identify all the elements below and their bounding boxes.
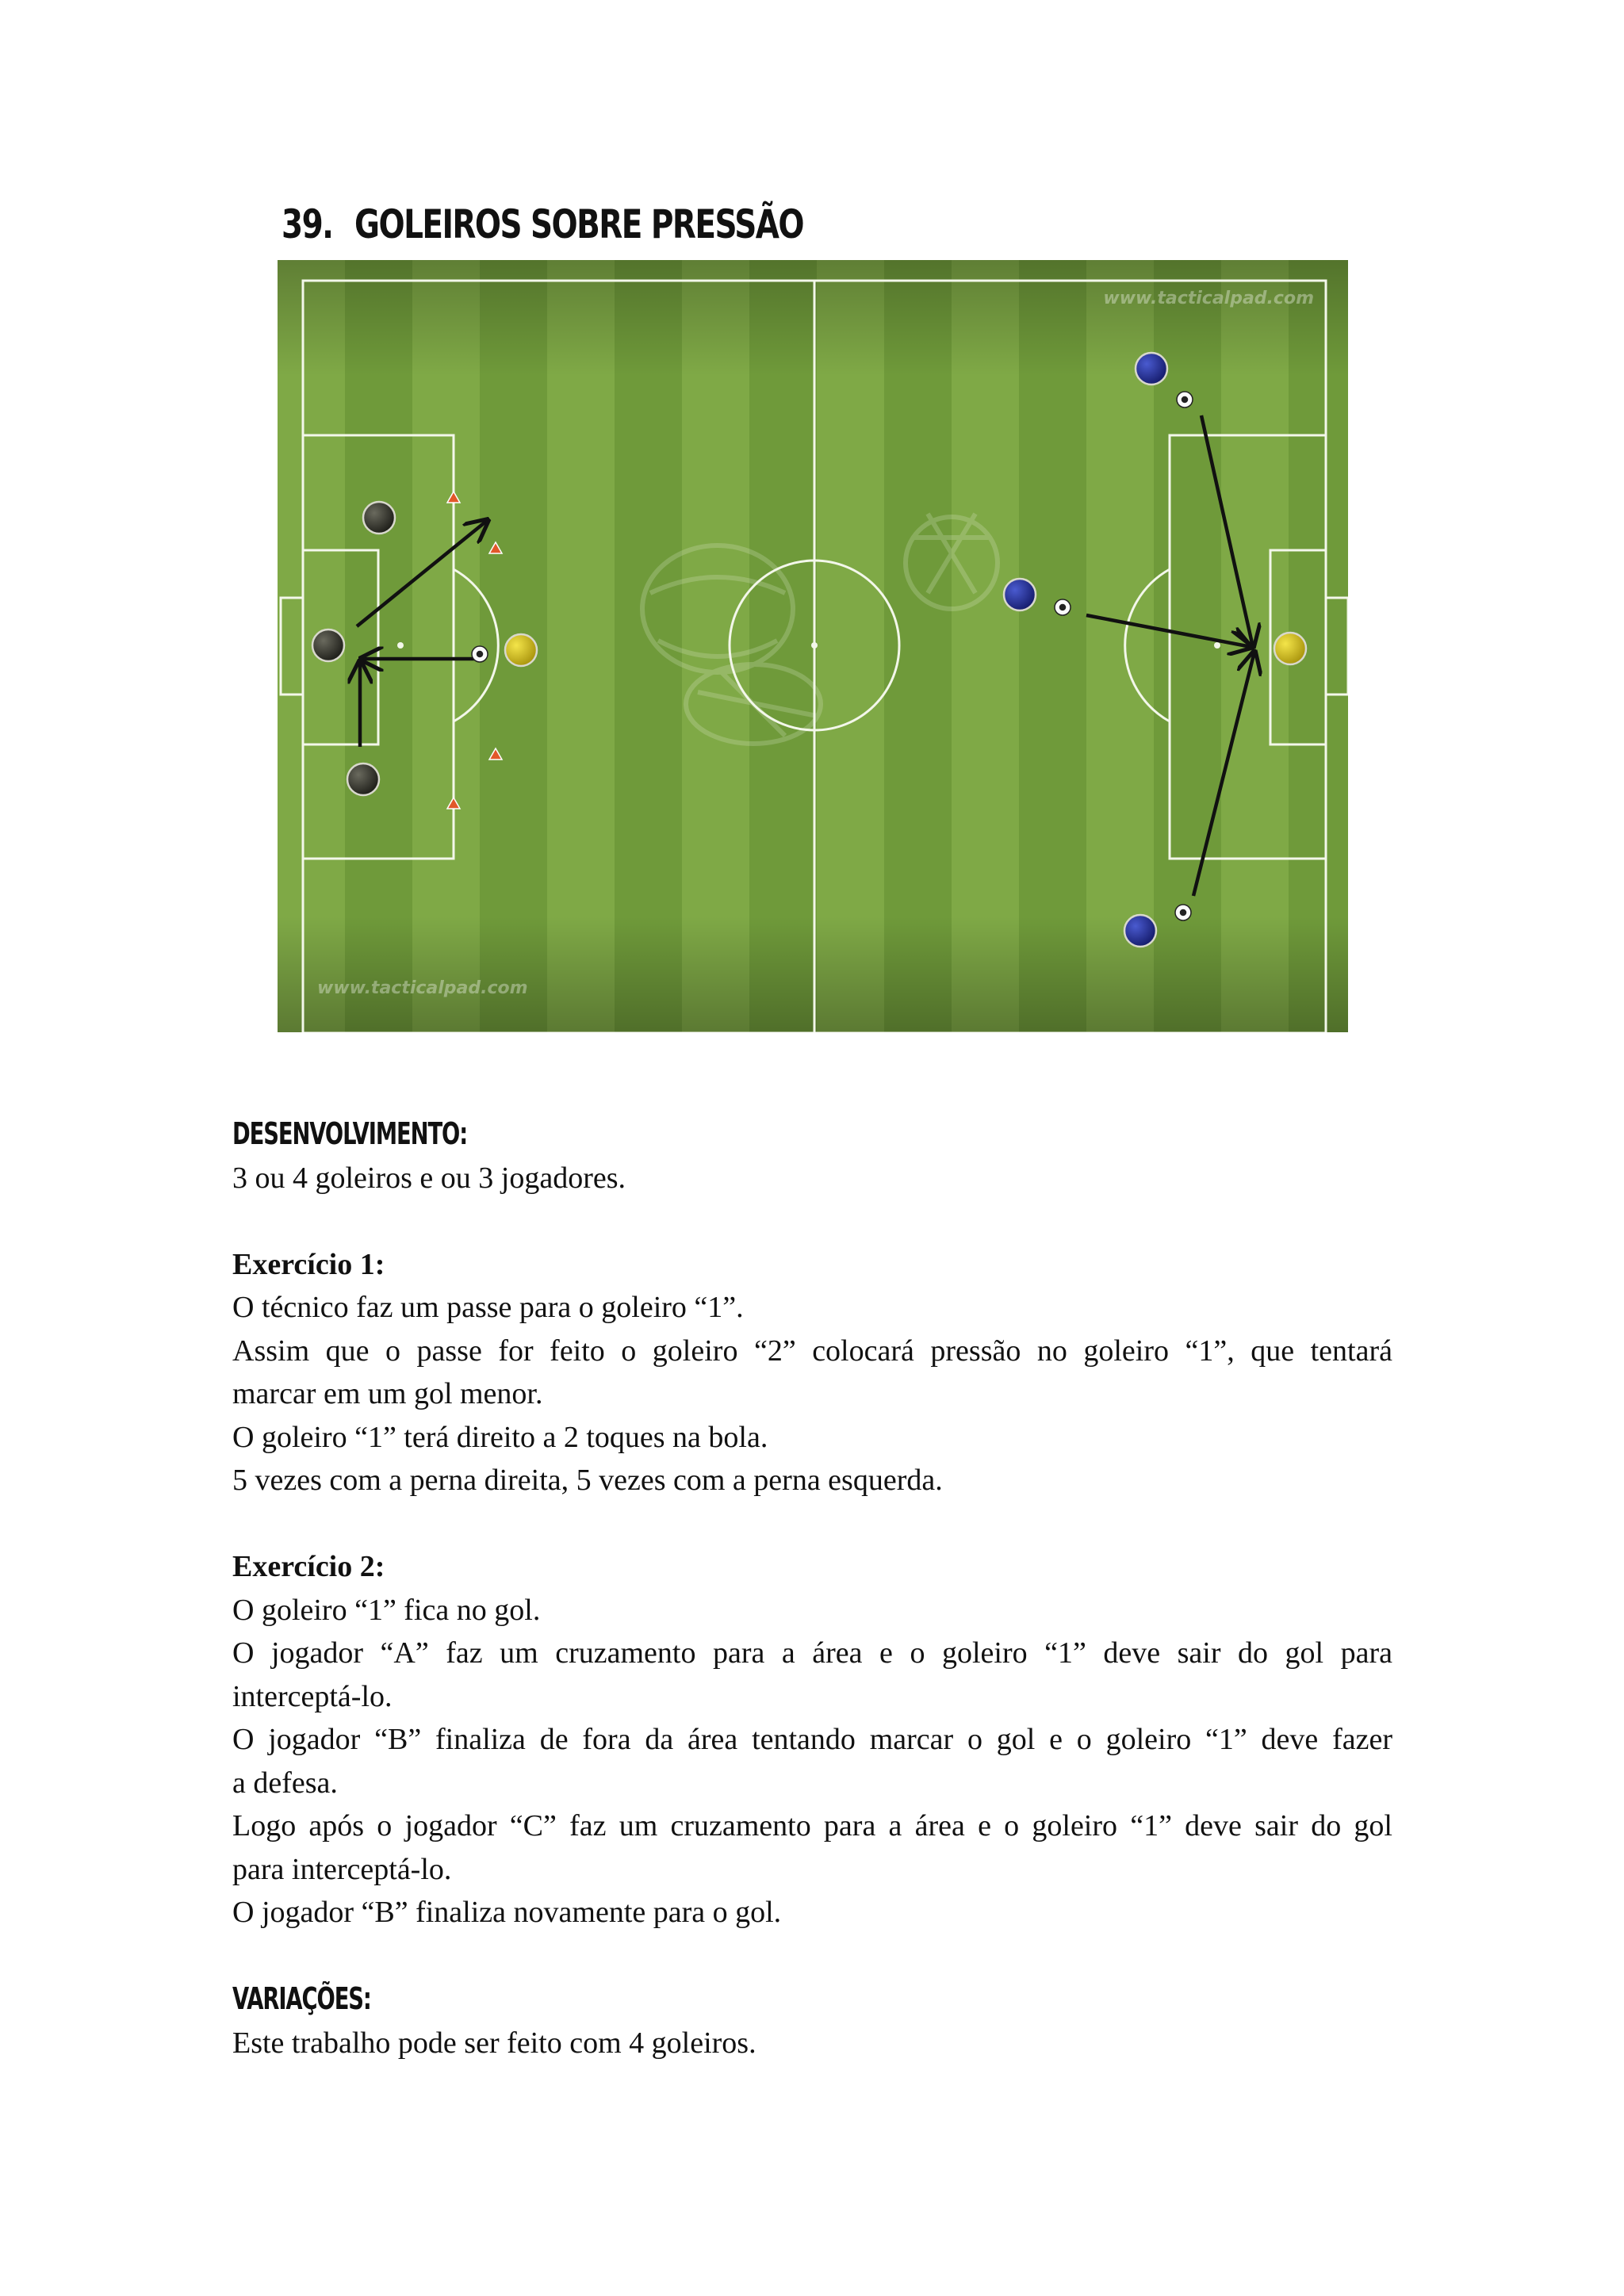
- exercicio2-line: O jogador “B” finaliza novamente para o gol.: [232, 1896, 782, 1929]
- page-title: [282, 197, 803, 252]
- exercicio1-line: O goleiro “1” terá direito a 2 toques na bola.: [232, 1420, 768, 1454]
- section-heading-desenvolvimento: DESENVOLVIMENTO:: [232, 1116, 468, 1151]
- ball: [1177, 392, 1193, 408]
- variacoes-text: Este trabalho pode ser feito com 4 goleiros.: [232, 2026, 756, 2060]
- tactical-diagram: [278, 260, 1348, 1032]
- exercicio1-line: Assim que o passe for feito o goleiro “2” colocará pressão no goleiro “1”, que tentará: [232, 1334, 1392, 1368]
- exercicio2-line: para interceptá-lo.: [232, 1852, 452, 1886]
- section-heading-variacoes: VARIAÇÕES:: [232, 1981, 371, 2016]
- exercicio1-line: marcar em um gol menor.: [232, 1377, 543, 1410]
- exercicio1-line: 5 vezes com a perna direita, 5 vezes com a perna esquerda.: [232, 1464, 943, 1497]
- watermark-top: www.tacticalpad.com: [1103, 289, 1314, 308]
- exercicio2-line: O goleiro “1” fica no gol.: [232, 1593, 541, 1627]
- document-body: [232, 1112, 1392, 2064]
- ball: [472, 646, 488, 662]
- black-player: [363, 502, 395, 534]
- blue-player-c: [1124, 915, 1156, 947]
- exercicio1-line: O técnico faz um passe para o goleiro “1”.: [232, 1291, 744, 1324]
- blue-player-a: [1136, 353, 1167, 385]
- desenvolvimento-text: 3 ou 4 goleiros e ou 3 jogadores.: [232, 1161, 626, 1195]
- section-heading-exercicio-1: Exercício 1:: [232, 1247, 385, 1281]
- exercicio2-line: O jogador “A” faz um cruzamento para a área e o goleiro “1” deve sair do gol para: [232, 1636, 1392, 1670]
- ball: [1055, 599, 1071, 615]
- exercise-title: GOLEIROS SOBRE PRESSÃO: [354, 201, 803, 247]
- exercicio2-line: interceptá-lo.: [232, 1679, 393, 1713]
- yellow-goalkeeper: [1274, 633, 1306, 664]
- black-goalkeeper: [312, 629, 344, 661]
- exercicio2-line: Logo após o jogador “C” faz um cruzamento para a área e o goleiro “1” deve sair do gol: [232, 1809, 1392, 1843]
- exercicio2-line: O jogador “B” finaliza de fora da área tentando marcar o gol e o goleiro “1” deve fazer: [232, 1723, 1392, 1756]
- exercise-number: 39.: [282, 201, 333, 247]
- section-heading-exercicio-2: Exercício 2:: [232, 1550, 385, 1583]
- exercicio2-line: a defesa.: [232, 1766, 338, 1800]
- blue-player-b: [1004, 579, 1036, 610]
- watermark-bottom: www.tacticalpad.com: [317, 978, 528, 998]
- black-player: [347, 763, 379, 795]
- yellow-coach: [505, 634, 537, 666]
- ball: [1175, 905, 1191, 920]
